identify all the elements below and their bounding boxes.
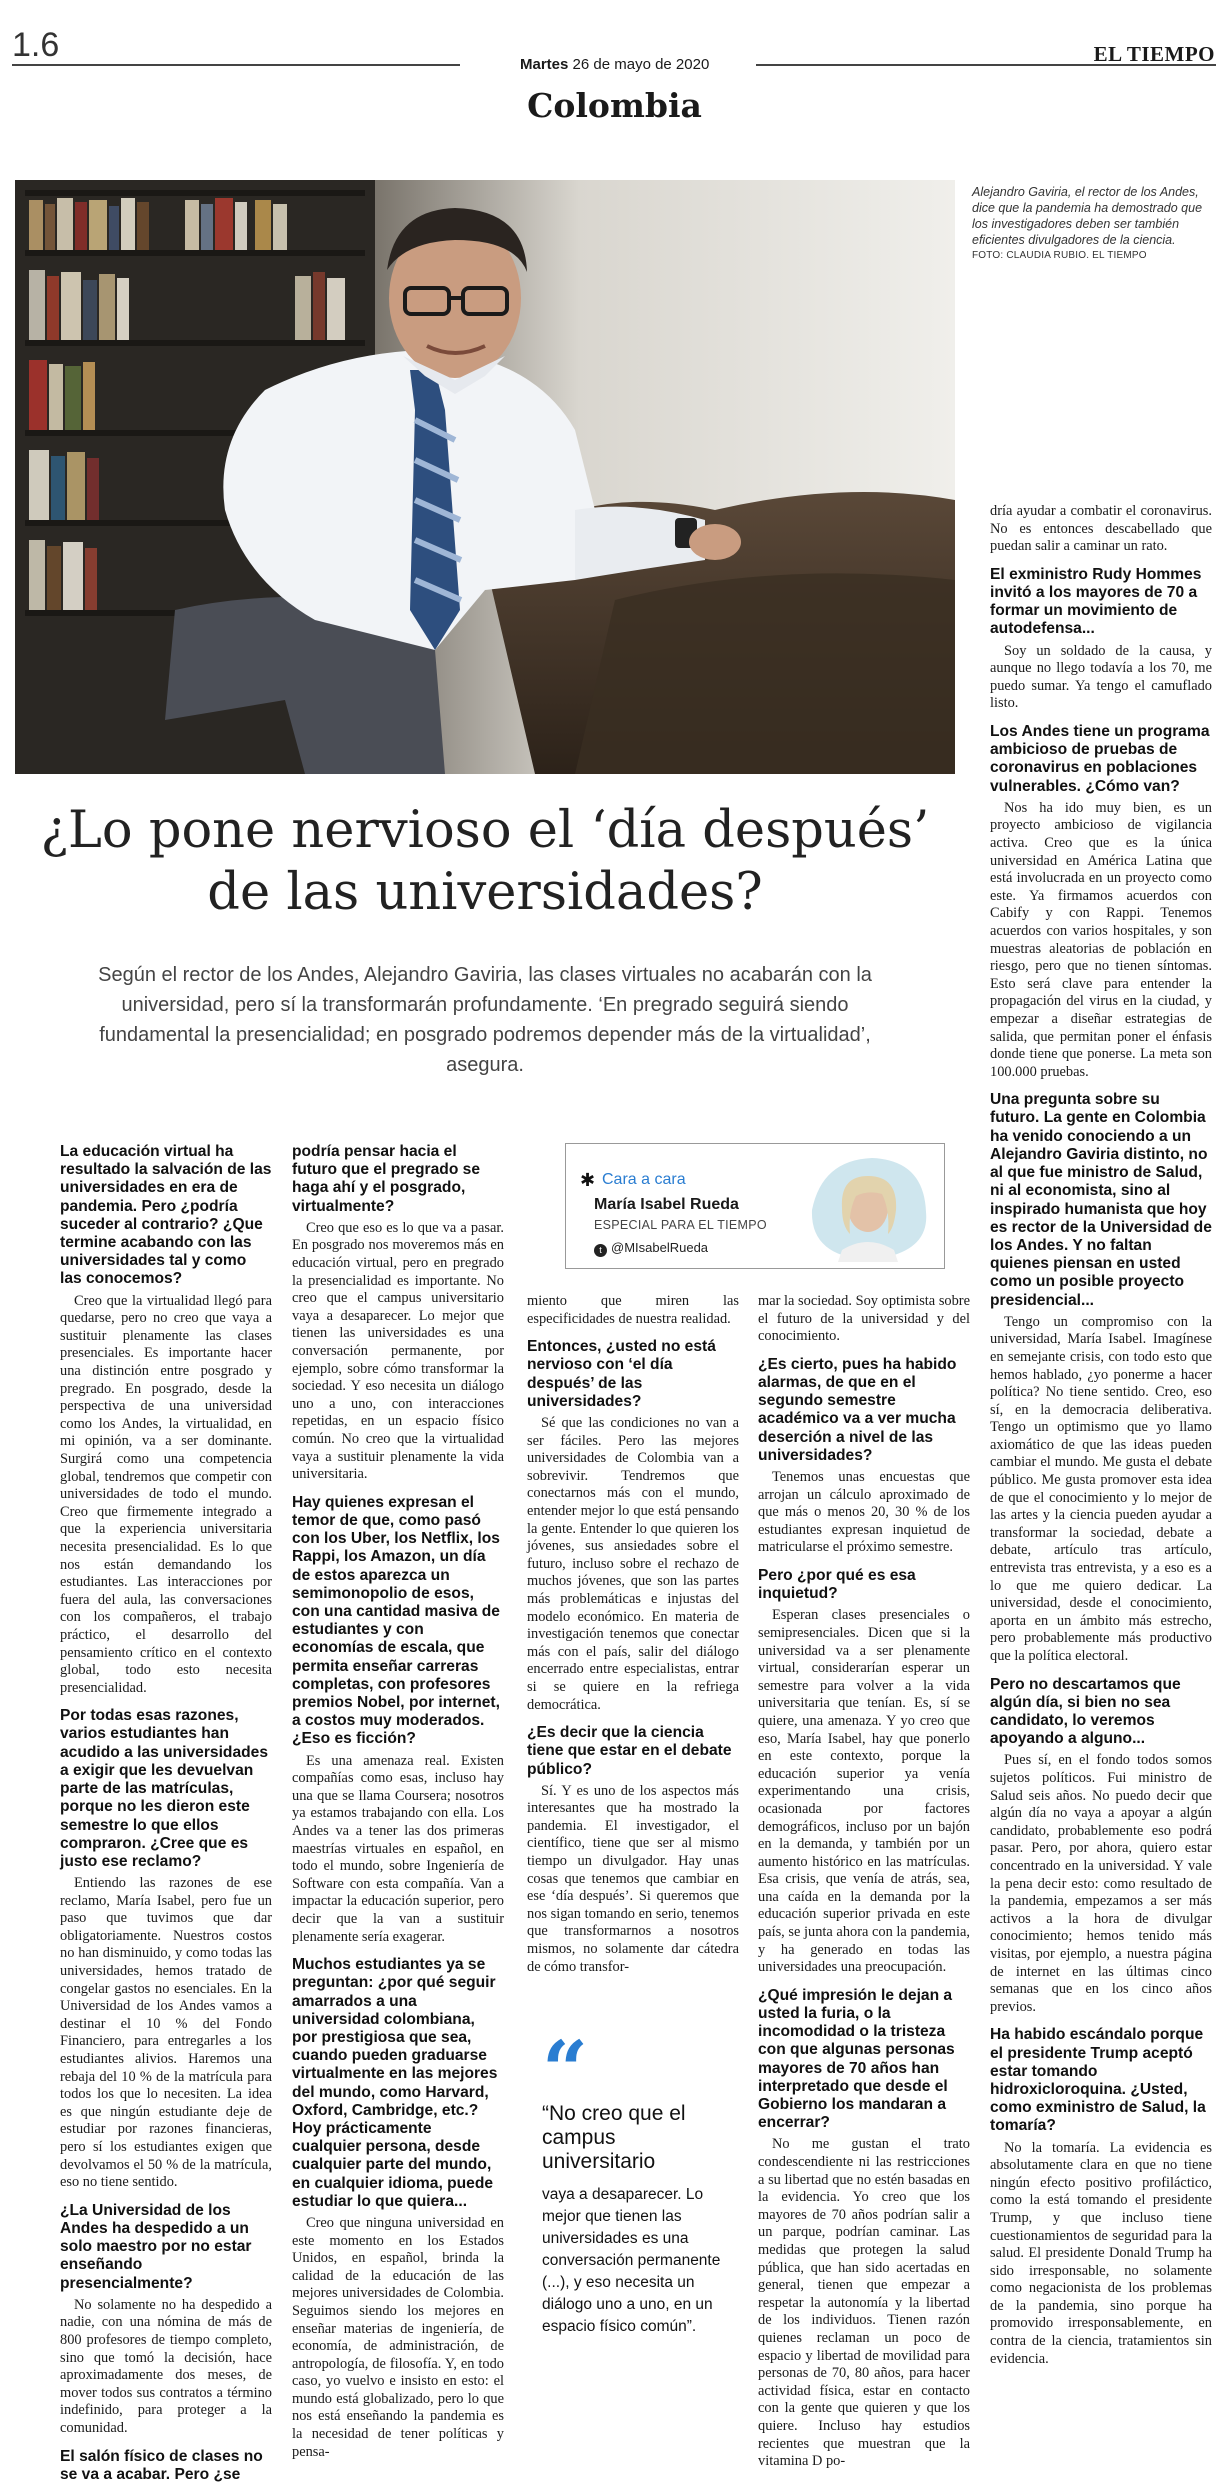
question: Pero ¿por qué es esa inquietud?	[758, 1566, 916, 1603]
lead-paragraph: Según el rector de los Andes, Alejandro Gaviria, las clases virtuales no acabarán con la universidad, pero sí la transformarán profundamente. ‘En pregrado seguirá siendo fundamental la presencialidad; en posgrado podremos depender más de la virtualidad’, asegura.	[98, 964, 872, 1076]
answer: Soy un soldado de la causa, y aunque no llego todavía a los 70, me puedo sumar. Ya tengo el camuflado listo.	[990, 642, 1212, 712]
answer: Sé que las condiciones no van a ser fáciles. Pero las mejores universidades de Colombia van a sobrevivir. Tendremos que conectarnos más con el mundo, entender mejor lo que está pensando la gente. Entender lo que quieren los jóvenes, sus ansiedades sobre el futuro, incluso sobre el rechazo de muchos jóvenes, que son las partes más problemáticas e injustas del modelo económico. En materia de investigación tenemos que conectar más con el país, salir del diálogo encerrado entre especialistas, entrar si se quiere en la refriega democrática.	[527, 1415, 739, 1713]
question: Por todas esas razones, varios estudiantes han acudido a las universidades a exigir que les devuelvan parte de las matrículas, porque no les dieron este semestre lo que ellos compraron. ¿Cree que es justo ese reclamo?	[60, 1707, 268, 1870]
answer: Pues sí, en el fondo todos somos sujetos políticos. Fui ministro de Salud seis años. No puedo decir que algún día no vaya a apoyar a algún candidato, probablemente eso podrá pasar. Pero, por ahora, quiero estar concentrado en la universidad. Y vale la pena decir esto: como resultado de la pandemia, empezamos a ser más activos a la hora de divulgar conocimiento; hemos tenido más visitas, por ejemplo, a nuestra página de internet en las últimas cinco semanas que en los cinco años previos.	[990, 1752, 1212, 2015]
question: Pero no descartamos que algún día, si bien no sea candidato, lo veremos apoyando a alguno...	[990, 1675, 1181, 1748]
answer: No solamente no ha despedido a nadie, con una nómina de más de 800 profesores de tiempo completo, sino que tomó la decisión, hace aproximadamente dos meses, de mover todos sus contratos a término indefinido, para proteger a la comunidad.	[60, 2296, 272, 2436]
twitter-icon: t	[594, 1244, 607, 1257]
answer: miento que miren las especificidades de nuestra realidad.	[527, 1293, 739, 1327]
answer: Entiendo las razones de ese reclamo, María Isabel, pero fue un paso que tuvimos que dar obligatoriamente. Nuestros costos no han disminuido, y como todas las universidades, hemos tratado de congelar gastos no esenciales. En la Universidad de los Andes vamos a destinar el 10 % del Fondo Financiero, para entregarles a los estudiantes alivios. Haremos una rebaja del 10 % de la matrícula para todos los que lo necesiten. La idea es que ningún estudiante deje de estudiar por razones financieras, pero sí los estudiantes exigen que devolvamos el 50 % de la matrícula, eso no tiene sentido.	[60, 1875, 272, 2191]
article-column-3	[527, 1293, 739, 1976]
author-name: María Isabel Rueda	[594, 1196, 739, 1213]
page-number: 1.6	[12, 26, 60, 64]
answer: Creo que eso es lo que va a pasar. En posgrado nos moveremos más en educación virtual, pero en pregrado la presencialidad es importante. No creo que el campus universitario vaya a desaparecer. Lo mejor que tienen las universidades es una conversación permanente, por ejemplo, sobre cómo transformar la sociedad. Y eso necesita un diálogo uno a uno, con interacciones repetidas, en un espacio físico común. No creo que la virtualidad vaya a sustituir plenamente la vida universitaria.	[292, 1219, 504, 1483]
answer: Nos ha ido muy bien, es un proyecto ambicioso de vigilancia activa. Creo que es la única universidad en América Latina que está involucrada en un proyecto como este. Ya firmamos acuerdos con Cabify y con Rappi. Tenemos acuerdos con varios hospitales, y son muestras aleatorias de población en riesgo, pero que no tienen síntomas. Esto será clave para entender la propagación del virus en la ciudad, y empezar a diseñar estrategias de salida, que permitan poner el énfasis donde tiene que ponerse. La meta son 100.000 pruebas.	[990, 799, 1212, 1080]
article-column-1	[60, 1143, 272, 2488]
question: Ha habido escándalo porque el presidente Trump aceptó estar tomando hidroxicloroquina. ¿Usted, como exministro de Salud, la tomaría?	[990, 2026, 1206, 2135]
question: Los Andes tiene un programa ambicioso de pruebas de coronavirus en poblaciones vulnerables. ¿Cómo van?	[990, 722, 1210, 795]
pull-quote	[542, 2023, 722, 2338]
question: ¿Qué impresión le dejan a usted la furia, o la incomodidad o la tristeza con que algunas personas mayores de 70 años han interpretado que desde el Gobierno los mandaran a encerrar?	[758, 1986, 955, 2132]
main-photo	[15, 180, 955, 774]
headline: ¿Lo pone nervioso el ‘día después’ de las universidades?	[40, 801, 930, 922]
question: ¿La Universidad de los Andes ha despedido a un solo maestro por no estar enseñando presencialmente?	[60, 2201, 252, 2292]
header-rule-left	[12, 64, 460, 66]
question: Hay quienes expresan el temor de que, como pasó con los Uber, los Netflix, los Rappi, los Amazon, un día de estos aparezca un semimonopolio de esos, con una cantidad masiva de estudiantes y con economías de escala, que permita enseñar carreras completas, con profesores premios Nobel, por internet, a costos muy moderados. ¿Eso es ficción?	[292, 1493, 500, 1748]
newspaper-logo: EL TIEMPO	[1093, 42, 1215, 66]
question: podría pensar hacia el futuro que el pregrado se haga ahí y el posgrado, virtualmente?	[292, 1143, 481, 1215]
quote-mark-icon: “	[542, 2023, 589, 2117]
question: El exministro Rudy Hommes invitó a los mayores de 70 a formar un movimiento de autodefensa...	[990, 565, 1202, 638]
author-box	[565, 1143, 945, 1269]
photo-caption-text: Alejandro Gaviria, el rector de los Andes, dice que la pandemia ha demostrado que los investigadores deben ser también eficientes divulgadores de la ciencia.	[972, 185, 1203, 247]
section-title: Colombia	[527, 86, 702, 125]
pull-quote-text: vaya a desaparecer. Lo mejor que tienen las universidades es una conversación permanente (...), y eso necesita un diálogo uno a uno, en un espacio físico común”.	[542, 2186, 721, 2335]
photo-credit: FOTO: CLAUDIA RUBIO. EL TIEMPO	[972, 250, 1147, 261]
question: Una pregunta sobre su futuro. La gente en Colombia ha venido conociendo a un Alejandro Gaviria distinto, no al que fue ministro de Salud, ni al economista, sino al inspirado humanista que hoy es rector de la Universidad de los Andes. Y no faltan quienes piensan en usted como un posible proyecto presidencial...	[990, 1091, 1212, 1309]
pull-quote-lead: “No creo que el campus universitario	[542, 2102, 686, 2173]
answer: Sí. Y es uno de los aspectos más interesantes que ha mostrado la pandemia. El investigador, el científico, tiene que ser al mismo tiempo un divulgador. Hay unas cosas que tenemos que cambiar en ese ‘día después’. Si queremos que nos sigan tomando en serio, tenemos que transformarnos a nosotros mismos, no solamente dar cátedra de cómo transfor-	[527, 1782, 739, 1975]
answer: Creo que ninguna universidad en este momento en los Estados Unidos, en español, brinda la calidad de la educación de las mejores universidades de Colombia. Seguimos siendo los mejores en enseñar materias de ingeniería, de economía, de administración, de antropología, de filosofía. Y, en todo caso, yo vuelvo e insisto en esto: el mundo está globalizado, pero lo que nos está enseñando la pandemia es la necesidad de tener políticas y pensa-	[292, 2214, 504, 2460]
question: ¿Es decir que la ciencia tiene que estar en el debate público?	[527, 1724, 732, 1778]
article-column-4	[758, 1293, 970, 2471]
question: Muchos estudiantes ya se preguntan: ¿por qué seguir amarrados a una universidad colombiana, por prestigiosa que sea, cuando pueden graduarse virtualmente en las mejores del mundo, como Harvard, Oxford, Cambridge, etc.? Hoy prácticamente cualquier persona, desde cualquier parte del mundo, en cualquier idioma, puede estudiar lo que quiera...	[292, 1956, 498, 2210]
photo-caption	[972, 184, 1212, 264]
author-box-tag: Cara a cara	[602, 1171, 686, 1188]
article-column-5	[990, 503, 1212, 2368]
author-portrait	[802, 1150, 934, 1262]
issue-date-rest: 26 de mayo de 2020	[568, 56, 710, 73]
answer: mar la sociedad. Soy optimista sobre el futuro de la universidad y del conocimiento.	[758, 1293, 970, 1345]
question: La educación virtual ha resultado la salvación de las universidades en era de pandemia. Pero ¿podría suceder al contrario? ¿Que termine acabando con las universidades tal y como las conocemos?	[60, 1143, 272, 1288]
issue-day: Martes	[520, 56, 569, 73]
answer: Tengo un compromiso con la universidad, María Isabel. Imagínese en semejante crisis, con todo esto que hemos hablado, ¿yo ponerme a hacer política? No tiene sentido. Creo, eso sí, en la democracia deliberativa. Tengo un optimismo que yo llamo axiomático de que las ideas pueden cambiar el mundo. Me gusta el debate público. Me gusta promover esta idea de que el conocimiento y lo mejor de las artes y la ciencia pueden ayudar a transformar la sociedad, debate a debate, artículo tras artículo, entrevista tras entrevista, y a eso es a lo que me quiero dedicar. La universidad, desde el conocimiento, aporta en un ámbito más estrecho, pero probablemente más productivo que la política electoral.	[990, 1313, 1212, 1664]
author-role: ESPECIAL PARA EL TIEMPO	[594, 1218, 767, 1232]
author-twitter-handle: @MIsabelRueda	[611, 1240, 709, 1255]
answer: Creo que la virtualidad llegó para quedarse, pero no creo que vaya a sustituir plenamente las clases presenciales. Es importante hacer una distinción entre posgrado y pregrado. En posgrado, desde la perspectiva de una universidad como los Andes, la virtualidad, en mi opinión, va a ser dominante. Surgirá como una competencia global, tendremos que competir con universidades de todo el mundo. Creo que firmemente integrado a que la experiencia universitaria necesita presencialidad. Es lo que nos están demandando los estudiantes. Las interacciones por fuera del aula, las conversaciones con los compañeros, el trabajo práctico, el desarrollo del pensamiento crítico en el contexto global, todo esto necesita presencialidad.	[60, 1292, 272, 1696]
question: ¿Es cierto, pues ha habido alarmas, de que en el segundo semestre académico va a ver mucha deserción a nivel de las universidades?	[758, 1355, 957, 1464]
answer: dría ayudar a combatir el coronavirus. No es entonces descabellado que puedan salir a caminar un rato.	[990, 503, 1212, 555]
answer: No me gustan el trato condescendiente ni las restricciones a su libertad que no estén basadas en la evidencia. Yo creo que los mayores de 70 años podrían salir a un parque, podrían caminar. Las medidas que protegen la salud pública, que han sido acertadas en general, tienen que empezar a respetar la autonomía y la libertad de los individuos. Tienen razón quienes reclaman un poco de espacio y libertad de movilidad para personas de 70, 80 años, para hacer actividad física, estar en contacto con la gente que quieren y que los quiere. Incluso hay estudios recientes que muestran que la vitamina D po-	[758, 2136, 970, 2470]
author-twitter[interactable]	[594, 1240, 708, 1257]
question: Entonces, ¿usted no está nervioso con ‘el día después’ de las universidades?	[527, 1338, 716, 1410]
answer: Tenemos unas encuestas que arrojan un cálculo aproximado de que más o menos 20, 30 % de los estudiantes expresan inquietud de matricularse el próximo semestre.	[758, 1469, 970, 1556]
answer: Es una amenaza real. Existen compañías como esas, incluso hay una que se llama Coursera; nosotros ya estamos trabajando con ella. Los Andes va a tener las dos primeras maestrías virtuales en español, en todo el mundo, sobre Ingeniería de Software con esta compañía. Van a impactar la educación superior, pero decir que la van a sustituir plenamente sería exagerar.	[292, 1752, 504, 1945]
answer: Esperan clases presenciales o semipresenciales. Dicen que si la universidad va a ser plenamente virtual, considerarían esperar un semestre para volver a la vida universitaria que tenían. Es, sí se quiere, una amenaza. Y yo creo que eso, María Isabel, hay que ponerlo en este contexto, porque la educación superior ya venía experimentando una crisis, ocasionada por factores demográficos, incluso por un bajón en la demanda, y también por un aumento histórico en las matrículas. Esa crisis, que venía de atrás, sea, una caída en la demanda por la educación superior privada en este país, se junta ahora con la pandemia, y ha generado en todas las universidades una preocupación.	[758, 1607, 970, 1976]
question: El salón físico de clases no se va a acabar. Pero ¿se	[60, 2447, 263, 2483]
issue-date	[520, 56, 709, 73]
answer: No la tomaría. La evidencia es absolutamente clara en que no tiene ningún efecto positivo profiláctico, como la está tomando el presidente Trump, y que incluso tiene cuestionamientos de seguridad para la salud. El presidente Donald Trump ha sido irresponsable, no solamente como negacionista de los problemas de la pandemia, sino porque ha promovido irresponsablemente, en contra de la ciencia, tratamientos sin evidencia.	[990, 2139, 1212, 2367]
portrait-illustration	[15, 180, 955, 774]
article-column-2	[292, 1143, 504, 2461]
star-icon: ✱	[580, 1170, 596, 1191]
